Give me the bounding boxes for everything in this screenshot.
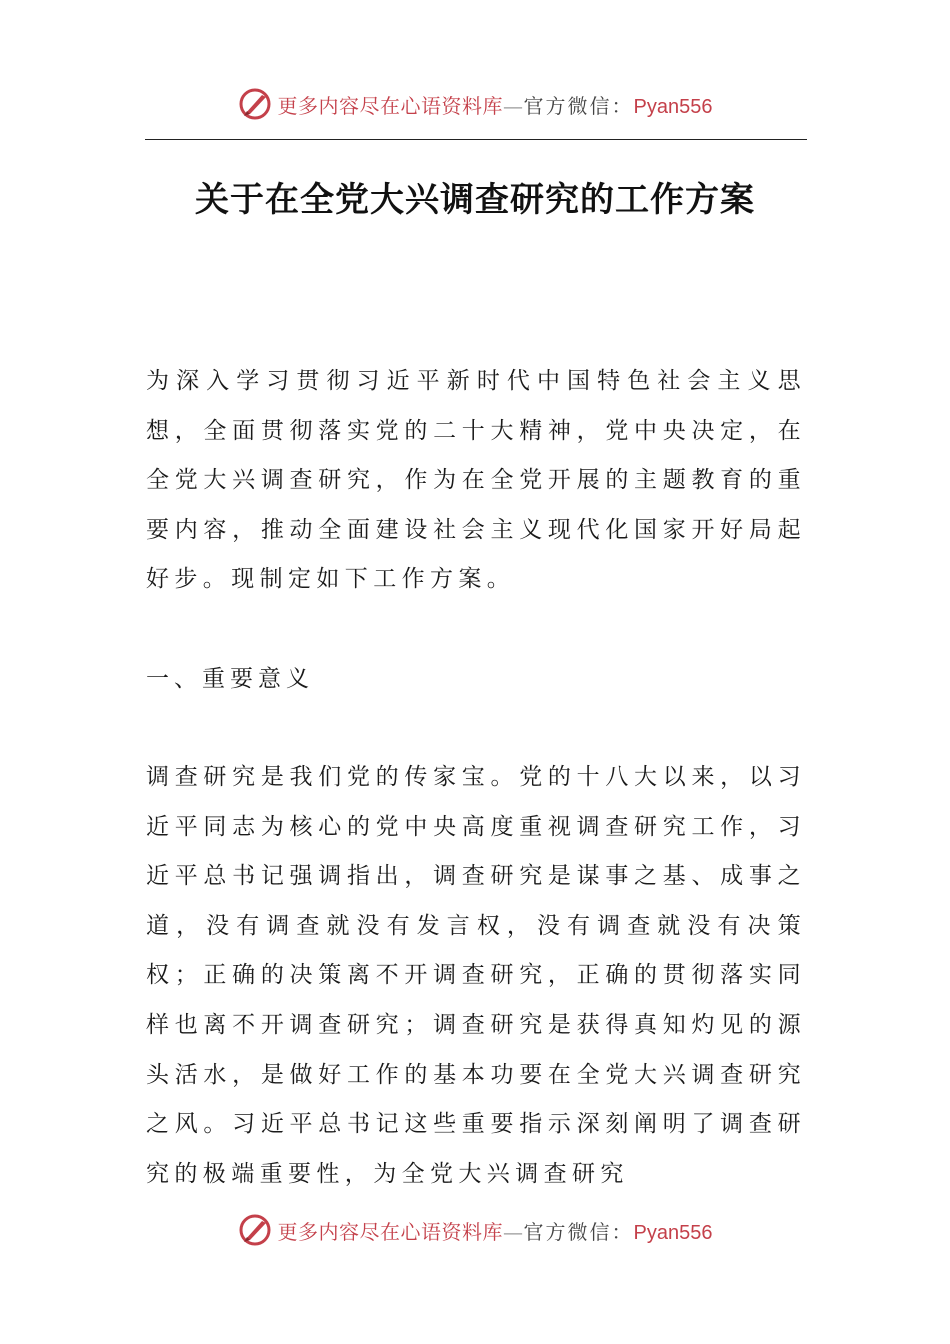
footer-banner-text	[278, 1216, 713, 1245]
header-banner-text	[278, 90, 713, 119]
header-banner-dash: —	[503, 93, 524, 118]
quill-pen-logo-icon	[238, 1213, 272, 1247]
footer-banner-dash: —	[503, 1219, 524, 1244]
footer-banner	[0, 1210, 950, 1250]
footer-banner-label: 更多内容尽在心语资料库	[277, 1219, 504, 1244]
footer-wechat-handle: Pyan556	[633, 1221, 713, 1244]
document-title: 关于在全党大兴调查研究的工作方案	[195, 180, 755, 220]
header-wechat-handle: Pyan556	[633, 95, 713, 118]
header-wechat-label: 官方微信：	[523, 93, 634, 118]
footer-wechat-label: 官方微信：	[523, 1219, 634, 1244]
section-heading: 一、重要意义	[146, 666, 314, 692]
header-banner-label: 更多内容尽在心语资料库	[277, 93, 504, 118]
header-divider	[145, 139, 807, 140]
header-banner	[0, 84, 950, 124]
quill-pen-logo-icon	[238, 87, 272, 121]
section-paragraph: 调查研究是我们党的传家宝。党的十八大以来，以习近平同志为核心的党中央高度重视调查研究工作，习近平总书记强调指出，调查研究是谋事之基、成事之道，没有调查就没有发言权，没有调查就没有决策权；正确的决策离不开调查研究，正确的贯彻落实同样也离不开调查研究；调查研究是获得真知灼见的源头活水，是做好工作的基本功要在全党大兴调查研究之风。习近平总书记这些重要指示深刻阐明了调查研究的极端重要性，为全党大兴调查研究	[146, 764, 806, 1187]
intro-paragraph: 为深入学习贯彻习近平新时代中国特色社会主义思想，全面贯彻落实党的二十大精神，党中央决定，在全党大兴调查研究，作为在全党开展的主题教育的重要内容，推动全面建设社会主义现代化国家开好局起好步。现制定如下工作方案。	[146, 368, 806, 593]
